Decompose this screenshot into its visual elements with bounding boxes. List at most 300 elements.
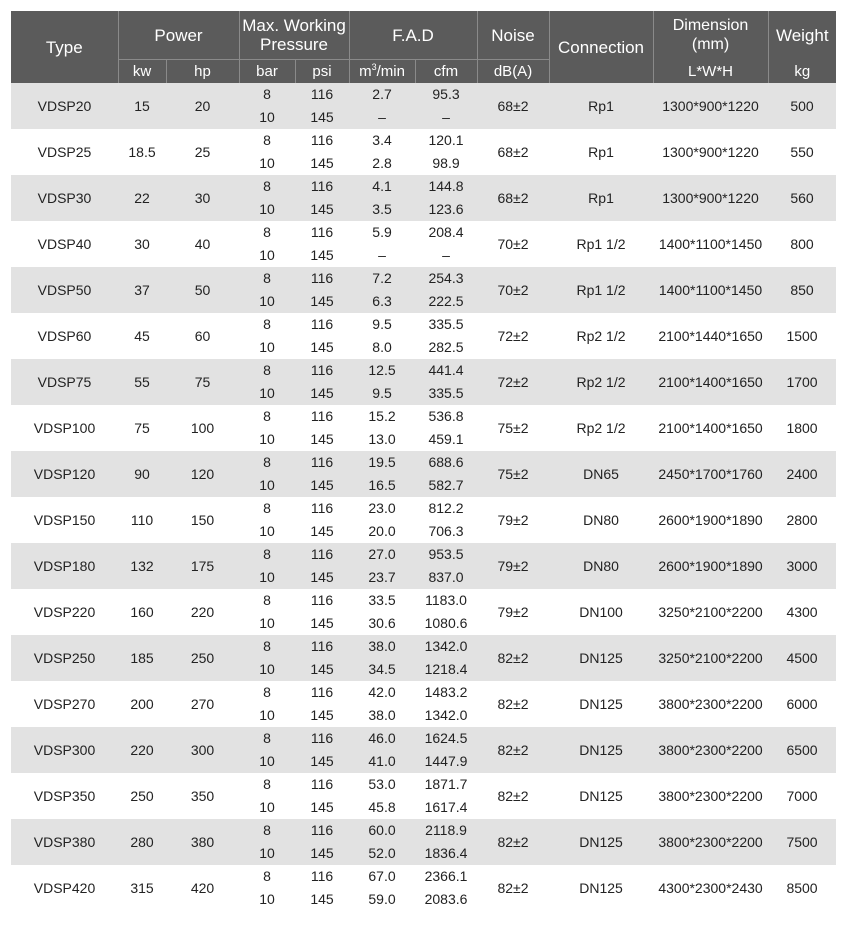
cell-cfm: 335.5 (415, 313, 477, 336)
cell-hp: 50 (166, 267, 239, 313)
cell-m3min: 7.2 (349, 267, 415, 290)
cell-m3min: 6.3 (349, 290, 415, 313)
cell-weight: 2800 (768, 497, 836, 543)
table-row (11, 221, 836, 244)
cell-dimension: 1300*900*1220 (653, 129, 768, 175)
cell-bar: 8 (239, 405, 295, 428)
cell-connection: Rp1 (549, 129, 653, 175)
cell-psi: 145 (295, 474, 349, 497)
cell-m3min: 23.0 (349, 497, 415, 520)
cell-hp: 150 (166, 497, 239, 543)
cell-psi: 145 (295, 428, 349, 451)
spec-table-container (11, 11, 836, 911)
cell-kw: 30 (118, 221, 166, 267)
cell-m3min: 46.0 (349, 727, 415, 750)
cell-cfm: – (415, 244, 477, 267)
cell-bar: 10 (239, 106, 295, 129)
cell-connection: DN80 (549, 543, 653, 589)
cell-m3min: 33.5 (349, 589, 415, 612)
cell-psi: 116 (295, 681, 349, 704)
header-weight: Weight (768, 11, 836, 60)
cell-noise: 82±2 (477, 681, 549, 727)
cell-hp: 30 (166, 175, 239, 221)
cell-psi: 116 (295, 175, 349, 198)
cell-psi: 116 (295, 773, 349, 796)
table-row (11, 819, 836, 842)
cell-cfm: 335.5 (415, 382, 477, 405)
cell-bar: 8 (239, 497, 295, 520)
cell-cfm: 282.5 (415, 336, 477, 359)
cell-psi: 116 (295, 129, 349, 152)
cell-connection: DN125 (549, 819, 653, 865)
table-row (11, 359, 836, 382)
cell-bar: 8 (239, 865, 295, 888)
cell-dimension: 2100*1440*1650 (653, 313, 768, 359)
table-row (11, 727, 836, 750)
cell-dimension: 2100*1400*1650 (653, 359, 768, 405)
cell-bar: 10 (239, 198, 295, 221)
table-row (11, 543, 836, 566)
cell-hp: 25 (166, 129, 239, 175)
cell-m3min: 59.0 (349, 888, 415, 911)
cell-connection: Rp1 (549, 83, 653, 129)
table-row (11, 405, 836, 428)
cell-weight: 2400 (768, 451, 836, 497)
cell-m3min: 20.0 (349, 520, 415, 543)
cell-cfm: 1447.9 (415, 750, 477, 773)
cell-m3min: 45.8 (349, 796, 415, 819)
cell-bar: 8 (239, 727, 295, 750)
cell-psi: 145 (295, 198, 349, 221)
cell-dimension: 1300*900*1220 (653, 83, 768, 129)
cell-bar: 10 (239, 750, 295, 773)
cell-cfm: 1183.0 (415, 589, 477, 612)
cell-cfm: 441.4 (415, 359, 477, 382)
cell-psi: 116 (295, 819, 349, 842)
cell-weight: 3000 (768, 543, 836, 589)
cell-noise: 75±2 (477, 405, 549, 451)
cell-m3min: 2.8 (349, 152, 415, 175)
cell-bar: 8 (239, 635, 295, 658)
cell-bar: 10 (239, 612, 295, 635)
cell-dimension: 2600*1900*1890 (653, 543, 768, 589)
cell-weight: 1500 (768, 313, 836, 359)
cell-hp: 270 (166, 681, 239, 727)
cell-cfm: 688.6 (415, 451, 477, 474)
cell-kw: 132 (118, 543, 166, 589)
header-dimension: Dimension (mm) (653, 11, 768, 60)
cell-connection: DN125 (549, 635, 653, 681)
unit-m3min-prefix: m (359, 63, 372, 80)
cell-noise: 79±2 (477, 497, 549, 543)
cell-psi: 145 (295, 382, 349, 405)
cell-hp: 20 (166, 83, 239, 129)
unit-kw: kw (118, 60, 166, 84)
cell-bar: 10 (239, 566, 295, 589)
cell-bar: 10 (239, 520, 295, 543)
cell-cfm: 459.1 (415, 428, 477, 451)
cell-noise: 68±2 (477, 83, 549, 129)
cell-type: VDSP60 (11, 313, 118, 359)
cell-bar: 8 (239, 83, 295, 106)
cell-dimension: 3800*2300*2200 (653, 681, 768, 727)
table-row (11, 865, 836, 888)
cell-bar: 8 (239, 175, 295, 198)
cell-weight: 6500 (768, 727, 836, 773)
cell-dimension: 2450*1700*1760 (653, 451, 768, 497)
header-noise: Noise (477, 11, 549, 60)
cell-kw: 185 (118, 635, 166, 681)
table-row (11, 313, 836, 336)
cell-psi: 116 (295, 83, 349, 106)
cell-connection: DN65 (549, 451, 653, 497)
cell-weight: 850 (768, 267, 836, 313)
table-row (11, 681, 836, 704)
cell-cfm: 1624.5 (415, 727, 477, 750)
cell-m3min: – (349, 106, 415, 129)
cell-bar: 10 (239, 796, 295, 819)
cell-type: VDSP300 (11, 727, 118, 773)
cell-noise: 72±2 (477, 313, 549, 359)
header-fad: F.A.D (349, 11, 477, 60)
cell-psi: 145 (295, 658, 349, 681)
cell-kw: 315 (118, 865, 166, 911)
cell-kw: 37 (118, 267, 166, 313)
cell-noise: 68±2 (477, 175, 549, 221)
cell-psi: 145 (295, 106, 349, 129)
cell-psi: 116 (295, 635, 349, 658)
cell-type: VDSP100 (11, 405, 118, 451)
cell-cfm: 2083.6 (415, 888, 477, 911)
cell-m3min: 5.9 (349, 221, 415, 244)
cell-cfm: 1871.7 (415, 773, 477, 796)
cell-connection: DN125 (549, 681, 653, 727)
cell-noise: 79±2 (477, 543, 549, 589)
cell-noise: 70±2 (477, 267, 549, 313)
cell-psi: 145 (295, 612, 349, 635)
cell-kw: 55 (118, 359, 166, 405)
cell-weight: 560 (768, 175, 836, 221)
cell-m3min: 3.5 (349, 198, 415, 221)
cell-bar: 8 (239, 221, 295, 244)
cell-cfm: 95.3 (415, 83, 477, 106)
table-row (11, 267, 836, 290)
cell-m3min: 27.0 (349, 543, 415, 566)
cell-psi: 116 (295, 865, 349, 888)
cell-kw: 220 (118, 727, 166, 773)
cell-noise: 72±2 (477, 359, 549, 405)
cell-cfm: 2366.1 (415, 865, 477, 888)
cell-bar: 8 (239, 359, 295, 382)
cell-cfm: 1218.4 (415, 658, 477, 681)
table-row (11, 497, 836, 520)
cell-weight: 8500 (768, 865, 836, 911)
cell-bar: 10 (239, 152, 295, 175)
cell-connection: Rp2 1/2 (549, 405, 653, 451)
cell-m3min: 52.0 (349, 842, 415, 865)
cell-bar: 10 (239, 290, 295, 313)
cell-hp: 175 (166, 543, 239, 589)
cell-noise: 82±2 (477, 727, 549, 773)
cell-connection: Rp2 1/2 (549, 313, 653, 359)
cell-bar: 8 (239, 773, 295, 796)
cell-noise: 82±2 (477, 773, 549, 819)
cell-m3min: 3.4 (349, 129, 415, 152)
cell-connection: DN125 (549, 773, 653, 819)
cell-type: VDSP20 (11, 83, 118, 129)
cell-psi: 116 (295, 589, 349, 612)
cell-kw: 18.5 (118, 129, 166, 175)
cell-dimension: 3800*2300*2200 (653, 727, 768, 773)
cell-weight: 4300 (768, 589, 836, 635)
cell-weight: 1800 (768, 405, 836, 451)
cell-cfm: 812.2 (415, 497, 477, 520)
cell-cfm: 1483.2 (415, 681, 477, 704)
cell-dimension: 2600*1900*1890 (653, 497, 768, 543)
cell-psi: 116 (295, 267, 349, 290)
cell-bar: 10 (239, 658, 295, 681)
cell-connection: Rp1 (549, 175, 653, 221)
cell-bar: 8 (239, 681, 295, 704)
cell-hp: 120 (166, 451, 239, 497)
cell-hp: 40 (166, 221, 239, 267)
cell-psi: 145 (295, 750, 349, 773)
header-power: Power (118, 11, 239, 60)
cell-weight: 500 (768, 83, 836, 129)
cell-psi: 145 (295, 336, 349, 359)
cell-m3min: 30.6 (349, 612, 415, 635)
table-row (11, 129, 836, 152)
cell-bar: 10 (239, 474, 295, 497)
cell-dimension: 1300*900*1220 (653, 175, 768, 221)
cell-weight: 4500 (768, 635, 836, 681)
cell-connection: DN125 (549, 865, 653, 911)
cell-type: VDSP25 (11, 129, 118, 175)
cell-m3min: 60.0 (349, 819, 415, 842)
cell-connection: DN80 (549, 497, 653, 543)
cell-bar: 8 (239, 543, 295, 566)
cell-kw: 110 (118, 497, 166, 543)
cell-dimension: 3250*2100*2200 (653, 589, 768, 635)
cell-bar: 8 (239, 129, 295, 152)
cell-type: VDSP220 (11, 589, 118, 635)
unit-cfm: cfm (415, 60, 477, 84)
table-row (11, 83, 836, 106)
unit-bar: bar (239, 60, 295, 84)
cell-hp: 60 (166, 313, 239, 359)
cell-psi: 145 (295, 842, 349, 865)
cell-weight: 7000 (768, 773, 836, 819)
cell-dimension: 2100*1400*1650 (653, 405, 768, 451)
cell-connection: Rp2 1/2 (549, 359, 653, 405)
cell-type: VDSP420 (11, 865, 118, 911)
cell-type: VDSP30 (11, 175, 118, 221)
cell-m3min: 2.7 (349, 83, 415, 106)
cell-bar: 10 (239, 704, 295, 727)
cell-noise: 82±2 (477, 865, 549, 911)
unit-dimension: L*W*H (653, 60, 768, 84)
table-body (11, 83, 836, 911)
cell-type: VDSP50 (11, 267, 118, 313)
cell-m3min: 9.5 (349, 313, 415, 336)
cell-psi: 116 (295, 727, 349, 750)
cell-m3min: 13.0 (349, 428, 415, 451)
cell-noise: 79±2 (477, 589, 549, 635)
cell-cfm: 706.3 (415, 520, 477, 543)
cell-noise: 75±2 (477, 451, 549, 497)
cell-hp: 250 (166, 635, 239, 681)
cell-kw: 15 (118, 83, 166, 129)
cell-type: VDSP380 (11, 819, 118, 865)
table-row (11, 451, 836, 474)
unit-m3min-sup: 3 (371, 62, 377, 72)
unit-hp: hp (166, 60, 239, 84)
cell-connection: DN100 (549, 589, 653, 635)
cell-hp: 350 (166, 773, 239, 819)
cell-cfm: 582.7 (415, 474, 477, 497)
cell-kw: 90 (118, 451, 166, 497)
cell-noise: 82±2 (477, 819, 549, 865)
cell-m3min: 67.0 (349, 865, 415, 888)
cell-dimension: 1400*1100*1450 (653, 221, 768, 267)
cell-m3min: – (349, 244, 415, 267)
cell-cfm: 222.5 (415, 290, 477, 313)
cell-hp: 220 (166, 589, 239, 635)
cell-noise: 68±2 (477, 129, 549, 175)
cell-m3min: 42.0 (349, 681, 415, 704)
cell-m3min: 41.0 (349, 750, 415, 773)
cell-weight: 7500 (768, 819, 836, 865)
cell-cfm: 98.9 (415, 152, 477, 175)
cell-cfm: 1342.0 (415, 635, 477, 658)
cell-cfm: 536.8 (415, 405, 477, 428)
cell-noise: 70±2 (477, 221, 549, 267)
cell-dimension: 3250*2100*2200 (653, 635, 768, 681)
cell-bar: 10 (239, 842, 295, 865)
unit-weight: kg (768, 60, 836, 84)
cell-m3min: 9.5 (349, 382, 415, 405)
cell-bar: 8 (239, 819, 295, 842)
cell-weight: 800 (768, 221, 836, 267)
cell-connection: DN125 (549, 727, 653, 773)
table-row (11, 589, 836, 612)
cell-hp: 420 (166, 865, 239, 911)
cell-bar: 8 (239, 313, 295, 336)
cell-type: VDSP120 (11, 451, 118, 497)
cell-bar: 8 (239, 589, 295, 612)
cell-dimension: 3800*2300*2200 (653, 773, 768, 819)
cell-psi: 116 (295, 405, 349, 428)
cell-bar: 10 (239, 244, 295, 267)
cell-kw: 280 (118, 819, 166, 865)
cell-cfm: 1342.0 (415, 704, 477, 727)
unit-psi: psi (295, 60, 349, 84)
cell-kw: 75 (118, 405, 166, 451)
cell-psi: 116 (295, 221, 349, 244)
cell-hp: 300 (166, 727, 239, 773)
cell-bar: 8 (239, 451, 295, 474)
cell-cfm: 144.8 (415, 175, 477, 198)
cell-bar: 10 (239, 382, 295, 405)
cell-type: VDSP150 (11, 497, 118, 543)
cell-psi: 145 (295, 704, 349, 727)
cell-psi: 145 (295, 520, 349, 543)
cell-m3min: 34.5 (349, 658, 415, 681)
table-row (11, 175, 836, 198)
cell-bar: 10 (239, 888, 295, 911)
cell-type: VDSP350 (11, 773, 118, 819)
header-type: Type (11, 11, 118, 83)
cell-kw: 45 (118, 313, 166, 359)
cell-psi: 145 (295, 244, 349, 267)
cell-type: VDSP180 (11, 543, 118, 589)
cell-psi: 145 (295, 796, 349, 819)
cell-hp: 100 (166, 405, 239, 451)
cell-m3min: 16.5 (349, 474, 415, 497)
cell-noise: 82±2 (477, 635, 549, 681)
cell-m3min: 23.7 (349, 566, 415, 589)
cell-m3min: 15.2 (349, 405, 415, 428)
cell-connection: Rp1 1/2 (549, 221, 653, 267)
cell-cfm: 1617.4 (415, 796, 477, 819)
cell-cfm: 208.4 (415, 221, 477, 244)
cell-type: VDSP270 (11, 681, 118, 727)
cell-psi: 145 (295, 290, 349, 313)
cell-bar: 8 (239, 267, 295, 290)
cell-weight: 6000 (768, 681, 836, 727)
cell-cfm: 1080.6 (415, 612, 477, 635)
unit-m3min-suffix: /min (376, 63, 405, 80)
cell-type: VDSP75 (11, 359, 118, 405)
cell-bar: 10 (239, 336, 295, 359)
cell-cfm: 120.1 (415, 129, 477, 152)
cell-psi: 116 (295, 497, 349, 520)
cell-psi: 116 (295, 359, 349, 382)
cell-dimension: 3800*2300*2200 (653, 819, 768, 865)
cell-m3min: 4.1 (349, 175, 415, 198)
cell-cfm: 2118.9 (415, 819, 477, 842)
cell-kw: 250 (118, 773, 166, 819)
cell-bar: 10 (239, 428, 295, 451)
cell-psi: 145 (295, 152, 349, 175)
cell-m3min: 8.0 (349, 336, 415, 359)
cell-kw: 22 (118, 175, 166, 221)
cell-psi: 116 (295, 451, 349, 474)
cell-cfm: 953.5 (415, 543, 477, 566)
cell-hp: 75 (166, 359, 239, 405)
cell-psi: 145 (295, 888, 349, 911)
header-pressure: Max. Working Pressure (239, 11, 349, 60)
cell-dimension: 1400*1100*1450 (653, 267, 768, 313)
cell-weight: 550 (768, 129, 836, 175)
cell-m3min: 38.0 (349, 635, 415, 658)
table-header (11, 11, 836, 83)
header-connection: Connection (549, 11, 653, 83)
cell-m3min: 53.0 (349, 773, 415, 796)
cell-m3min: 19.5 (349, 451, 415, 474)
cell-psi: 116 (295, 313, 349, 336)
unit-noise: dB(A) (477, 60, 549, 84)
cell-cfm: 254.3 (415, 267, 477, 290)
cell-m3min: 38.0 (349, 704, 415, 727)
cell-psi: 145 (295, 566, 349, 589)
cell-connection: Rp1 1/2 (549, 267, 653, 313)
cell-weight: 1700 (768, 359, 836, 405)
cell-m3min: 12.5 (349, 359, 415, 382)
cell-psi: 116 (295, 543, 349, 566)
cell-type: VDSP250 (11, 635, 118, 681)
cell-dimension: 4300*2300*2430 (653, 865, 768, 911)
